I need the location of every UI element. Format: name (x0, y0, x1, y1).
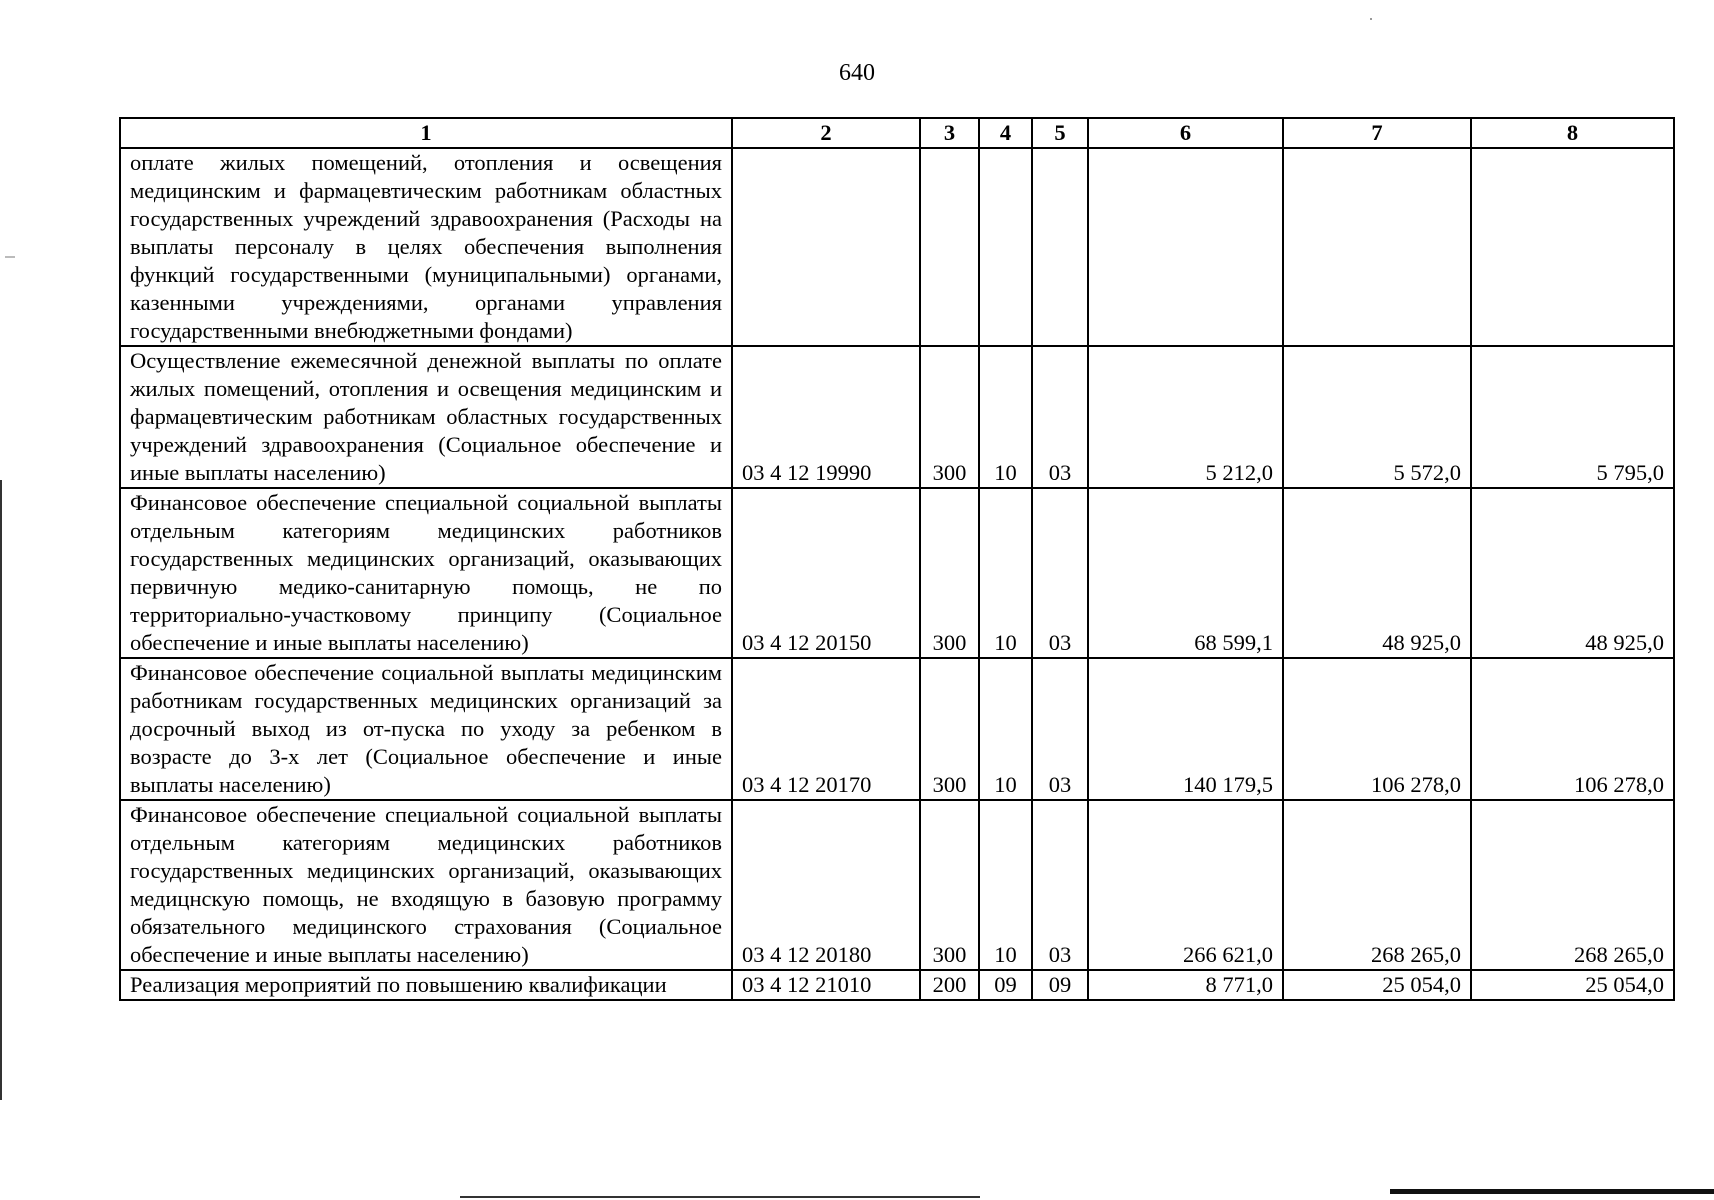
scan-mark (1370, 18, 1372, 20)
bottom-rule (1390, 1189, 1714, 1194)
row-description: Осуществление ежемесячной денежной выплаты по оплате жилых помещений, отопления и освещения медицинским и фармацевтическим работникам областных государственных учреждений здравоохранения (Социальное обеспечение и иные выплаты населению) (120, 346, 732, 488)
row-col5: 03 (1032, 488, 1088, 658)
row-col4: 10 (979, 488, 1032, 658)
row-col7: 48 925,0 (1283, 488, 1471, 658)
row-col4: 10 (979, 800, 1032, 970)
row-col8: 25 054,0 (1471, 970, 1674, 1000)
row-col3 (920, 148, 979, 346)
row-col4: 09 (979, 970, 1032, 1000)
row-col7 (1283, 148, 1471, 346)
row-col8: 268 265,0 (1471, 800, 1674, 970)
header-cell: 4 (979, 118, 1032, 148)
row-code: 03 4 12 20170 (732, 658, 920, 800)
row-col4 (979, 148, 1032, 346)
header-cell: 2 (732, 118, 920, 148)
row-code: 03 4 12 19990 (732, 346, 920, 488)
header-cell: 1 (120, 118, 732, 148)
row-col5: 03 (1032, 800, 1088, 970)
table-row (120, 488, 1674, 658)
row-code (732, 148, 920, 346)
bottom-rule (460, 1196, 980, 1198)
row-col6 (1088, 148, 1283, 346)
row-description: Финансовое обеспечение социальной выплаты медицинским работникам государственных медицинских организаций за досрочный выход из от-пуска по уходу за ребенком в возрасте до 3-х лет (Социальное обеспечение и иные выплаты населению) (120, 658, 732, 800)
row-col4: 10 (979, 346, 1032, 488)
table-row (120, 800, 1674, 970)
row-col8: 106 278,0 (1471, 658, 1674, 800)
row-col7: 268 265,0 (1283, 800, 1471, 970)
row-code: 03 4 12 20150 (732, 488, 920, 658)
row-col8: 5 795,0 (1471, 346, 1674, 488)
table-row (120, 658, 1674, 800)
row-description: оплате жилых помещений, отопления и освещения медицинским и фармацевтическим работникам областных государственных учреждений здравоохранения (Расходы на выплаты персоналу в целях обеспечения выполнения функций государственными (муниципальными) органами, казенными учреждениями, органами управления государственными внебюджетными фондами) (120, 148, 732, 346)
row-col3: 300 (920, 488, 979, 658)
table-row (120, 148, 1674, 346)
row-col4: 10 (979, 658, 1032, 800)
scan-margin-line (0, 480, 2, 1100)
header-cell: 7 (1283, 118, 1471, 148)
row-col3: 300 (920, 800, 979, 970)
row-col3: 300 (920, 658, 979, 800)
scan-mark (5, 256, 15, 258)
row-col6: 5 212,0 (1088, 346, 1283, 488)
table-header-row (120, 118, 1674, 148)
row-col7: 25 054,0 (1283, 970, 1471, 1000)
row-col7: 106 278,0 (1283, 658, 1471, 800)
row-code: 03 4 12 20180 (732, 800, 920, 970)
table-row (120, 346, 1674, 488)
row-col3: 200 (920, 970, 979, 1000)
row-code: 03 4 12 21010 (732, 970, 920, 1000)
row-col3: 300 (920, 346, 979, 488)
row-col5 (1032, 148, 1088, 346)
row-col8: 48 925,0 (1471, 488, 1674, 658)
row-col6: 8 771,0 (1088, 970, 1283, 1000)
table-row (120, 970, 1674, 1000)
row-description: Реализация мероприятий по повышению квалификации (120, 970, 732, 1000)
row-col6: 140 179,5 (1088, 658, 1283, 800)
row-col7: 5 572,0 (1283, 346, 1471, 488)
row-col8 (1471, 148, 1674, 346)
budget-table (119, 117, 1675, 1001)
header-cell: 8 (1471, 118, 1674, 148)
row-description: Финансовое обеспечение специальной социальной выплаты отдельным категориям медицинских работников государственных медицинских организаций, оказывающих медицнскую помощь, не входящую в базовую программу обязательного медицинского страхования (Социальное обеспечение и иные выплаты населению) (120, 800, 732, 970)
header-cell: 5 (1032, 118, 1088, 148)
row-col6: 68 599,1 (1088, 488, 1283, 658)
row-col5: 03 (1032, 346, 1088, 488)
row-col6: 266 621,0 (1088, 800, 1283, 970)
row-description: Финансовое обеспечение специальной социальной выплаты отдельным категориям медицинских работников государственных медицинских организаций, оказывающих первичную медико-санитарную помощь, не по территориально-участковому принципу (Социальное обеспечение и иные выплаты населению) (120, 488, 732, 658)
header-cell: 3 (920, 118, 979, 148)
header-cell: 6 (1088, 118, 1283, 148)
row-col5: 03 (1032, 658, 1088, 800)
row-col5: 09 (1032, 970, 1088, 1000)
page-number: 640 (839, 60, 875, 86)
